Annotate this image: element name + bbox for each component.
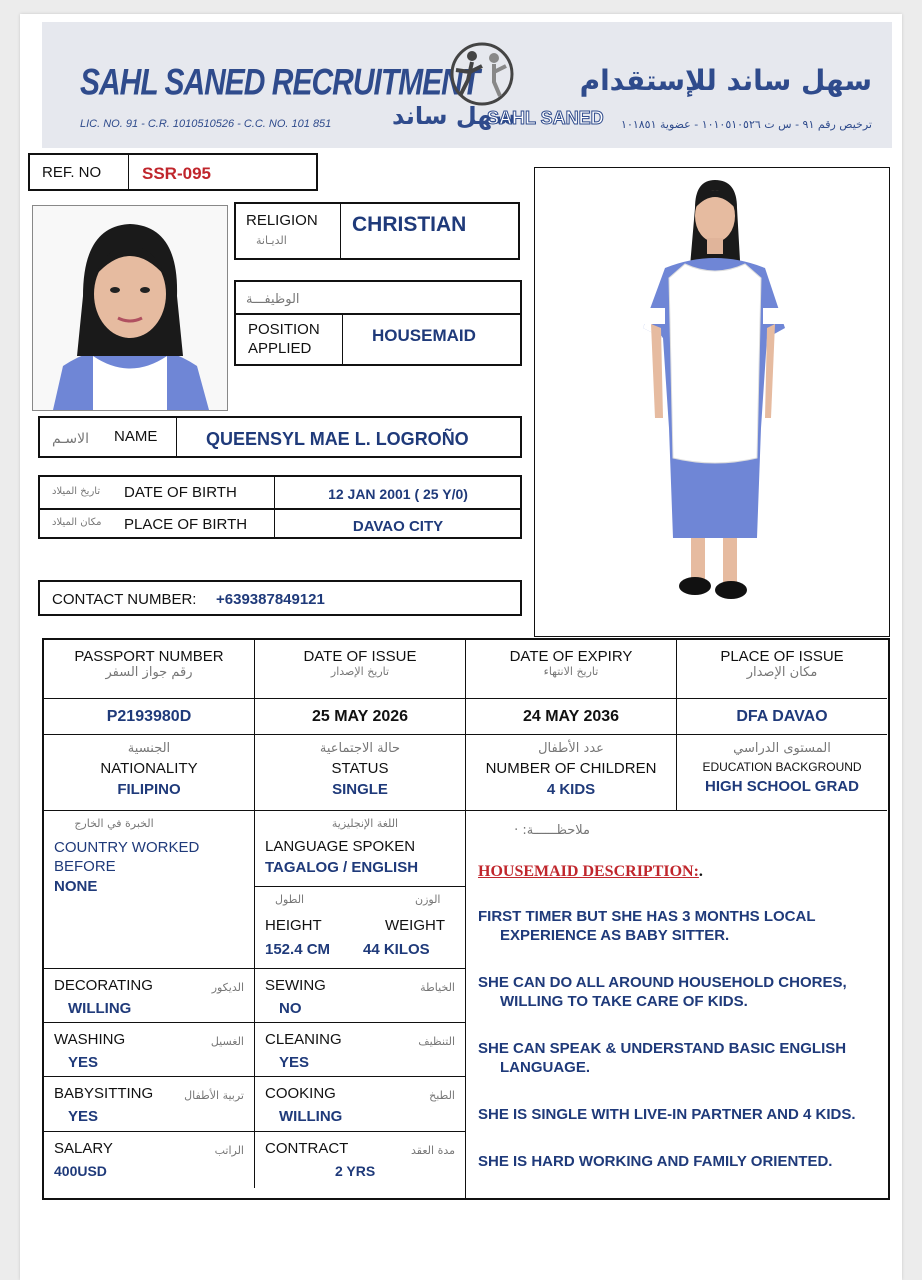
skill-label: CONTRACT bbox=[265, 1140, 349, 1157]
skill-label: SEWING bbox=[265, 977, 326, 994]
biodata-sheet bbox=[20, 14, 902, 1280]
agency-logo bbox=[372, 36, 604, 136]
skill-cell-cooking bbox=[254, 1076, 465, 1131]
position-label-arabic: الوظيفـــة bbox=[246, 292, 300, 307]
agency-license-arabic: ترخيص رقم ٩١ - س ت ١٠١٠٥١٠٥٢٦ - عضوية ١٠١٨٥١ bbox=[621, 118, 872, 131]
passport-number-value: P2193980D bbox=[106, 708, 192, 725]
name-label-arabic: الاسـم bbox=[52, 431, 90, 447]
language-label: LANGUAGE SPOKEN bbox=[265, 838, 416, 855]
height-label-arabic: الطول bbox=[275, 893, 305, 906]
skill-label: CLEANING bbox=[265, 1031, 342, 1048]
weight-label-arabic: الوزن bbox=[415, 893, 441, 906]
issue-place-value: DFA DAVAO bbox=[736, 708, 828, 725]
details-table bbox=[42, 638, 890, 1200]
children-label-arabic: عدد الأطفال bbox=[538, 741, 604, 756]
skill-label: WASHING bbox=[54, 1031, 126, 1048]
remarks-title: HOUSEMAID DESCRIPTION:. bbox=[478, 863, 703, 880]
skill-cell-contract bbox=[254, 1131, 465, 1188]
skill-label-arabic: الخياطة bbox=[420, 981, 455, 994]
skill-label-arabic: الغسيل bbox=[210, 1035, 244, 1048]
nationality-label: NATIONALITY bbox=[100, 760, 198, 777]
pob-value: DAVAO CITY bbox=[352, 518, 444, 535]
skill-value: YES bbox=[68, 1054, 99, 1071]
abroad-value: NONE bbox=[54, 878, 98, 895]
remark-item: FIRST TIMER BUT SHE HAS 3 MONTHS LOCAL EXPERIENCE AS BABY SITTER. bbox=[478, 908, 816, 944]
expiry-date-label: DATE OF EXPIRY bbox=[509, 648, 633, 665]
dob-label-arabic: تاريخ الميلاد bbox=[52, 486, 101, 497]
skill-label: SALARY bbox=[54, 1140, 113, 1157]
skill-label: BABYSITTING bbox=[54, 1085, 154, 1102]
skill-cell-cleaning bbox=[254, 1022, 465, 1076]
skill-label: DECORATING bbox=[54, 977, 153, 994]
dob-label: DATE OF BIRTH bbox=[124, 484, 237, 501]
ref-label: REF. NO bbox=[42, 164, 102, 181]
skill-cell-babysitting bbox=[44, 1076, 254, 1131]
status-label: STATUS bbox=[331, 760, 389, 777]
pob-label-arabic: مكان الميلاد bbox=[52, 517, 102, 528]
skill-label-arabic: تربية الأطفال bbox=[184, 1089, 244, 1102]
passport-number-label: PASSPORT NUMBER bbox=[74, 648, 224, 665]
height-value: 152.4 CM bbox=[265, 941, 331, 958]
logo-english: SAHL SANED bbox=[487, 108, 604, 128]
skill-cell-decorating bbox=[44, 968, 254, 1022]
remark-item: SHE IS HARD WORKING AND FAMILY ORIENTED. bbox=[478, 1153, 833, 1170]
issue-date-value: 25 MAY 2026 bbox=[311, 708, 409, 725]
religion-label: RELIGION bbox=[246, 212, 318, 229]
skill-label-arabic: الديكور bbox=[211, 981, 244, 994]
children-value: 4 KIDS bbox=[546, 781, 596, 798]
height-label: HEIGHT bbox=[265, 917, 322, 934]
skill-label-arabic: مدة العقد bbox=[411, 1144, 455, 1157]
pob-label: PLACE OF BIRTH bbox=[124, 516, 248, 533]
issue-place-label-arabic: مكان الإصدار bbox=[746, 665, 818, 680]
skill-label: COOKING bbox=[265, 1085, 336, 1102]
name-label: NAME bbox=[114, 428, 158, 445]
contact-box bbox=[38, 580, 522, 616]
remark-item: SHE IS SINGLE WITH LIVE-IN PARTNER AND 4 KIDS. bbox=[478, 1106, 856, 1123]
position-box bbox=[234, 280, 522, 366]
dob-value: 12 JAN 2001 ( 25 Y/0) bbox=[328, 486, 468, 502]
expiry-date-value: 24 MAY 2036 bbox=[522, 708, 620, 725]
issue-place-label: PLACE OF ISSUE bbox=[720, 648, 844, 665]
skill-value: YES bbox=[279, 1054, 310, 1071]
children-label: NUMBER OF CHILDREN bbox=[485, 760, 657, 777]
skill-value: NO bbox=[279, 1000, 302, 1017]
issue-date-label-arabic: تاريخ الإصدار bbox=[330, 665, 390, 678]
religion-box bbox=[234, 202, 520, 260]
nationality-value: FILIPINO bbox=[117, 781, 181, 798]
religion-label-arabic: الديـانة bbox=[256, 234, 287, 247]
skill-cell-salary bbox=[44, 1131, 254, 1188]
abroad-label: COUNTRY WORKED BEFORE bbox=[54, 839, 200, 875]
education-label: EDUCATION BACKGROUND bbox=[702, 760, 862, 774]
contact-value: +639387849121 bbox=[216, 591, 325, 608]
remarks-panel bbox=[465, 810, 887, 1200]
name-box bbox=[38, 416, 522, 458]
agency-header bbox=[42, 22, 892, 148]
skill-value: YES bbox=[68, 1108, 99, 1125]
skill-cell-washing bbox=[44, 1022, 254, 1076]
skill-label-arabic: التنظيف bbox=[418, 1035, 455, 1048]
position-label: POSITION APPLIED bbox=[248, 321, 320, 357]
skill-cell-sewing bbox=[254, 968, 465, 1022]
nationality-label-arabic: الجنسية bbox=[127, 741, 171, 756]
issue-date-label: DATE OF ISSUE bbox=[303, 648, 417, 665]
name-value: QUEENSYL MAE L. LOGROÑO bbox=[206, 429, 469, 449]
weight-value: 44 KILOS bbox=[363, 941, 430, 958]
skill-label-arabic: الراتب bbox=[214, 1144, 244, 1157]
logo-arabic: سهل ساند bbox=[392, 102, 517, 130]
language-value: TAGALOG / ENGLISH bbox=[265, 859, 419, 876]
status-label-arabic: حالة الاجتماعية bbox=[319, 741, 401, 756]
skill-value: 2 YRS bbox=[335, 1163, 376, 1179]
birth-box bbox=[38, 475, 522, 539]
ref-value: SSR-095 bbox=[142, 164, 211, 183]
portrait-photo bbox=[32, 205, 228, 411]
abroad-label-arabic: الخبرة في الخارج bbox=[74, 817, 154, 830]
skill-value: WILLING bbox=[279, 1108, 343, 1125]
contact-label: CONTACT NUMBER: bbox=[52, 591, 197, 608]
remarks-list bbox=[478, 907, 868, 1171]
weight-label: WEIGHT bbox=[385, 917, 445, 934]
agency-license: LIC. NO. 91 - C.R. 1010510526 - C.C. NO. 101 851 bbox=[80, 118, 332, 130]
status-value: SINGLE bbox=[332, 781, 388, 798]
skill-value: WILLING bbox=[68, 1000, 132, 1017]
religion-value: CHRISTIAN bbox=[352, 213, 467, 236]
passport-number-label-arabic: رقم جواز السفر bbox=[105, 665, 193, 680]
ref-number-box bbox=[28, 153, 318, 191]
remark-item: SHE CAN SPEAK & UNDERSTAND BASIC ENGLISH LANGUAGE. bbox=[478, 1040, 847, 1076]
remarks-label-arabic: ملاحظــــــة: · bbox=[514, 823, 590, 838]
education-value: HIGH SCHOOL GRAD bbox=[705, 778, 859, 795]
agency-name: SAHL SANED RECRUITMENT bbox=[80, 62, 480, 104]
full-body-photo bbox=[534, 167, 890, 637]
remark-item: SHE CAN DO ALL AROUND HOUSEHOLD CHORES, WILLING TO TAKE CARE OF KIDS. bbox=[478, 974, 847, 1010]
expiry-date-label-arabic: تاريخ الانتهاء bbox=[543, 665, 599, 678]
language-label-arabic: اللغة الإنجليزية bbox=[331, 817, 399, 830]
education-label-arabic: المستوى الدراسي bbox=[733, 741, 831, 756]
position-value: HOUSEMAID bbox=[372, 326, 476, 345]
skill-value: 400USD bbox=[54, 1163, 107, 1179]
skill-label-arabic: الطبخ bbox=[429, 1089, 455, 1102]
agency-name-arabic: سهل ساند للإستقدام bbox=[579, 64, 872, 97]
